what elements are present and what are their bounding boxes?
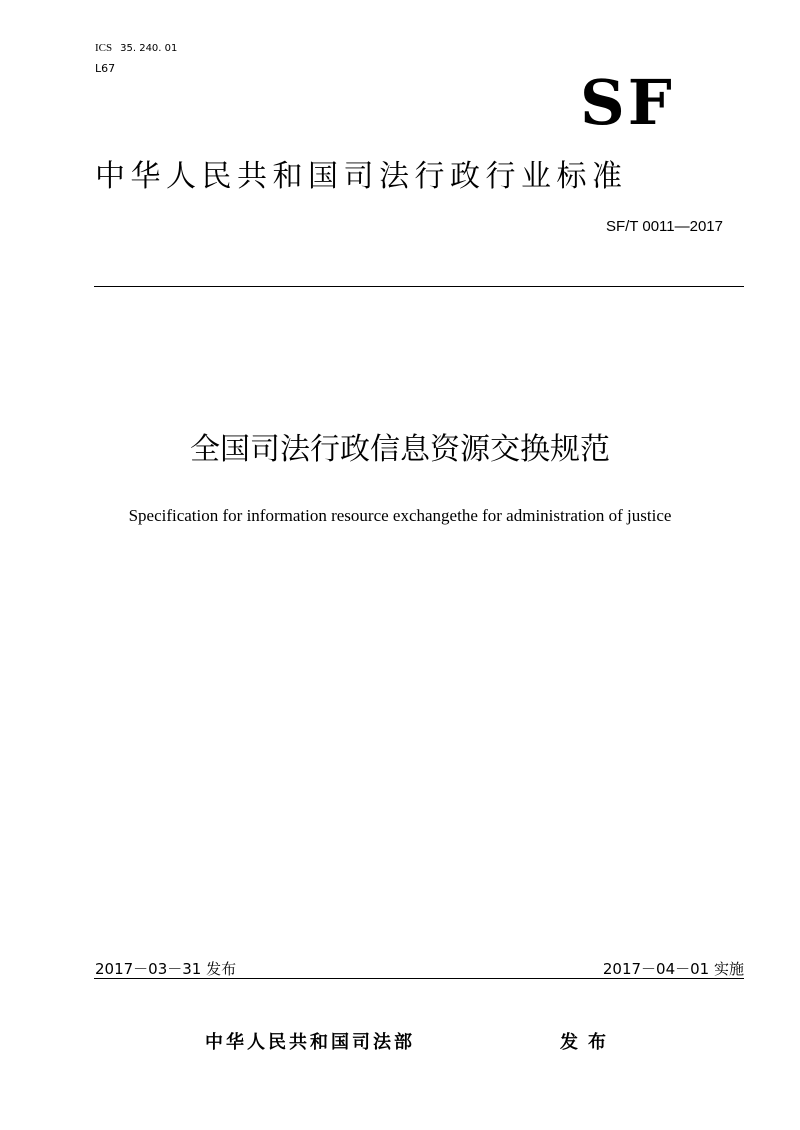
publish-label: 发布 — [560, 1032, 616, 1053]
document-title: 全国司法行政信息资源交换规范 — [190, 432, 610, 467]
ics-code — [95, 42, 177, 54]
issue-date: 2017－03－31 发布 — [95, 960, 237, 978]
footer-divider — [94, 978, 744, 979]
standard-type: 中华人民共和国司法行政行业标准 — [95, 159, 628, 194]
header-divider — [94, 286, 744, 287]
classification-code: L67 — [95, 62, 116, 75]
ics-label: ICS — [95, 42, 113, 54]
sf-logo: SF — [580, 66, 675, 139]
ics-number: 35. 240. 01 — [120, 43, 178, 54]
publisher: 中华人民共和国司法部 — [205, 1032, 415, 1053]
standard-number: SF/T 0011—2017 — [605, 218, 723, 235]
document-title-english: Specification for information resource exchangethe for administration of justice — [128, 506, 672, 525]
effective-date: 2017－04－01 实施 — [602, 960, 744, 978]
